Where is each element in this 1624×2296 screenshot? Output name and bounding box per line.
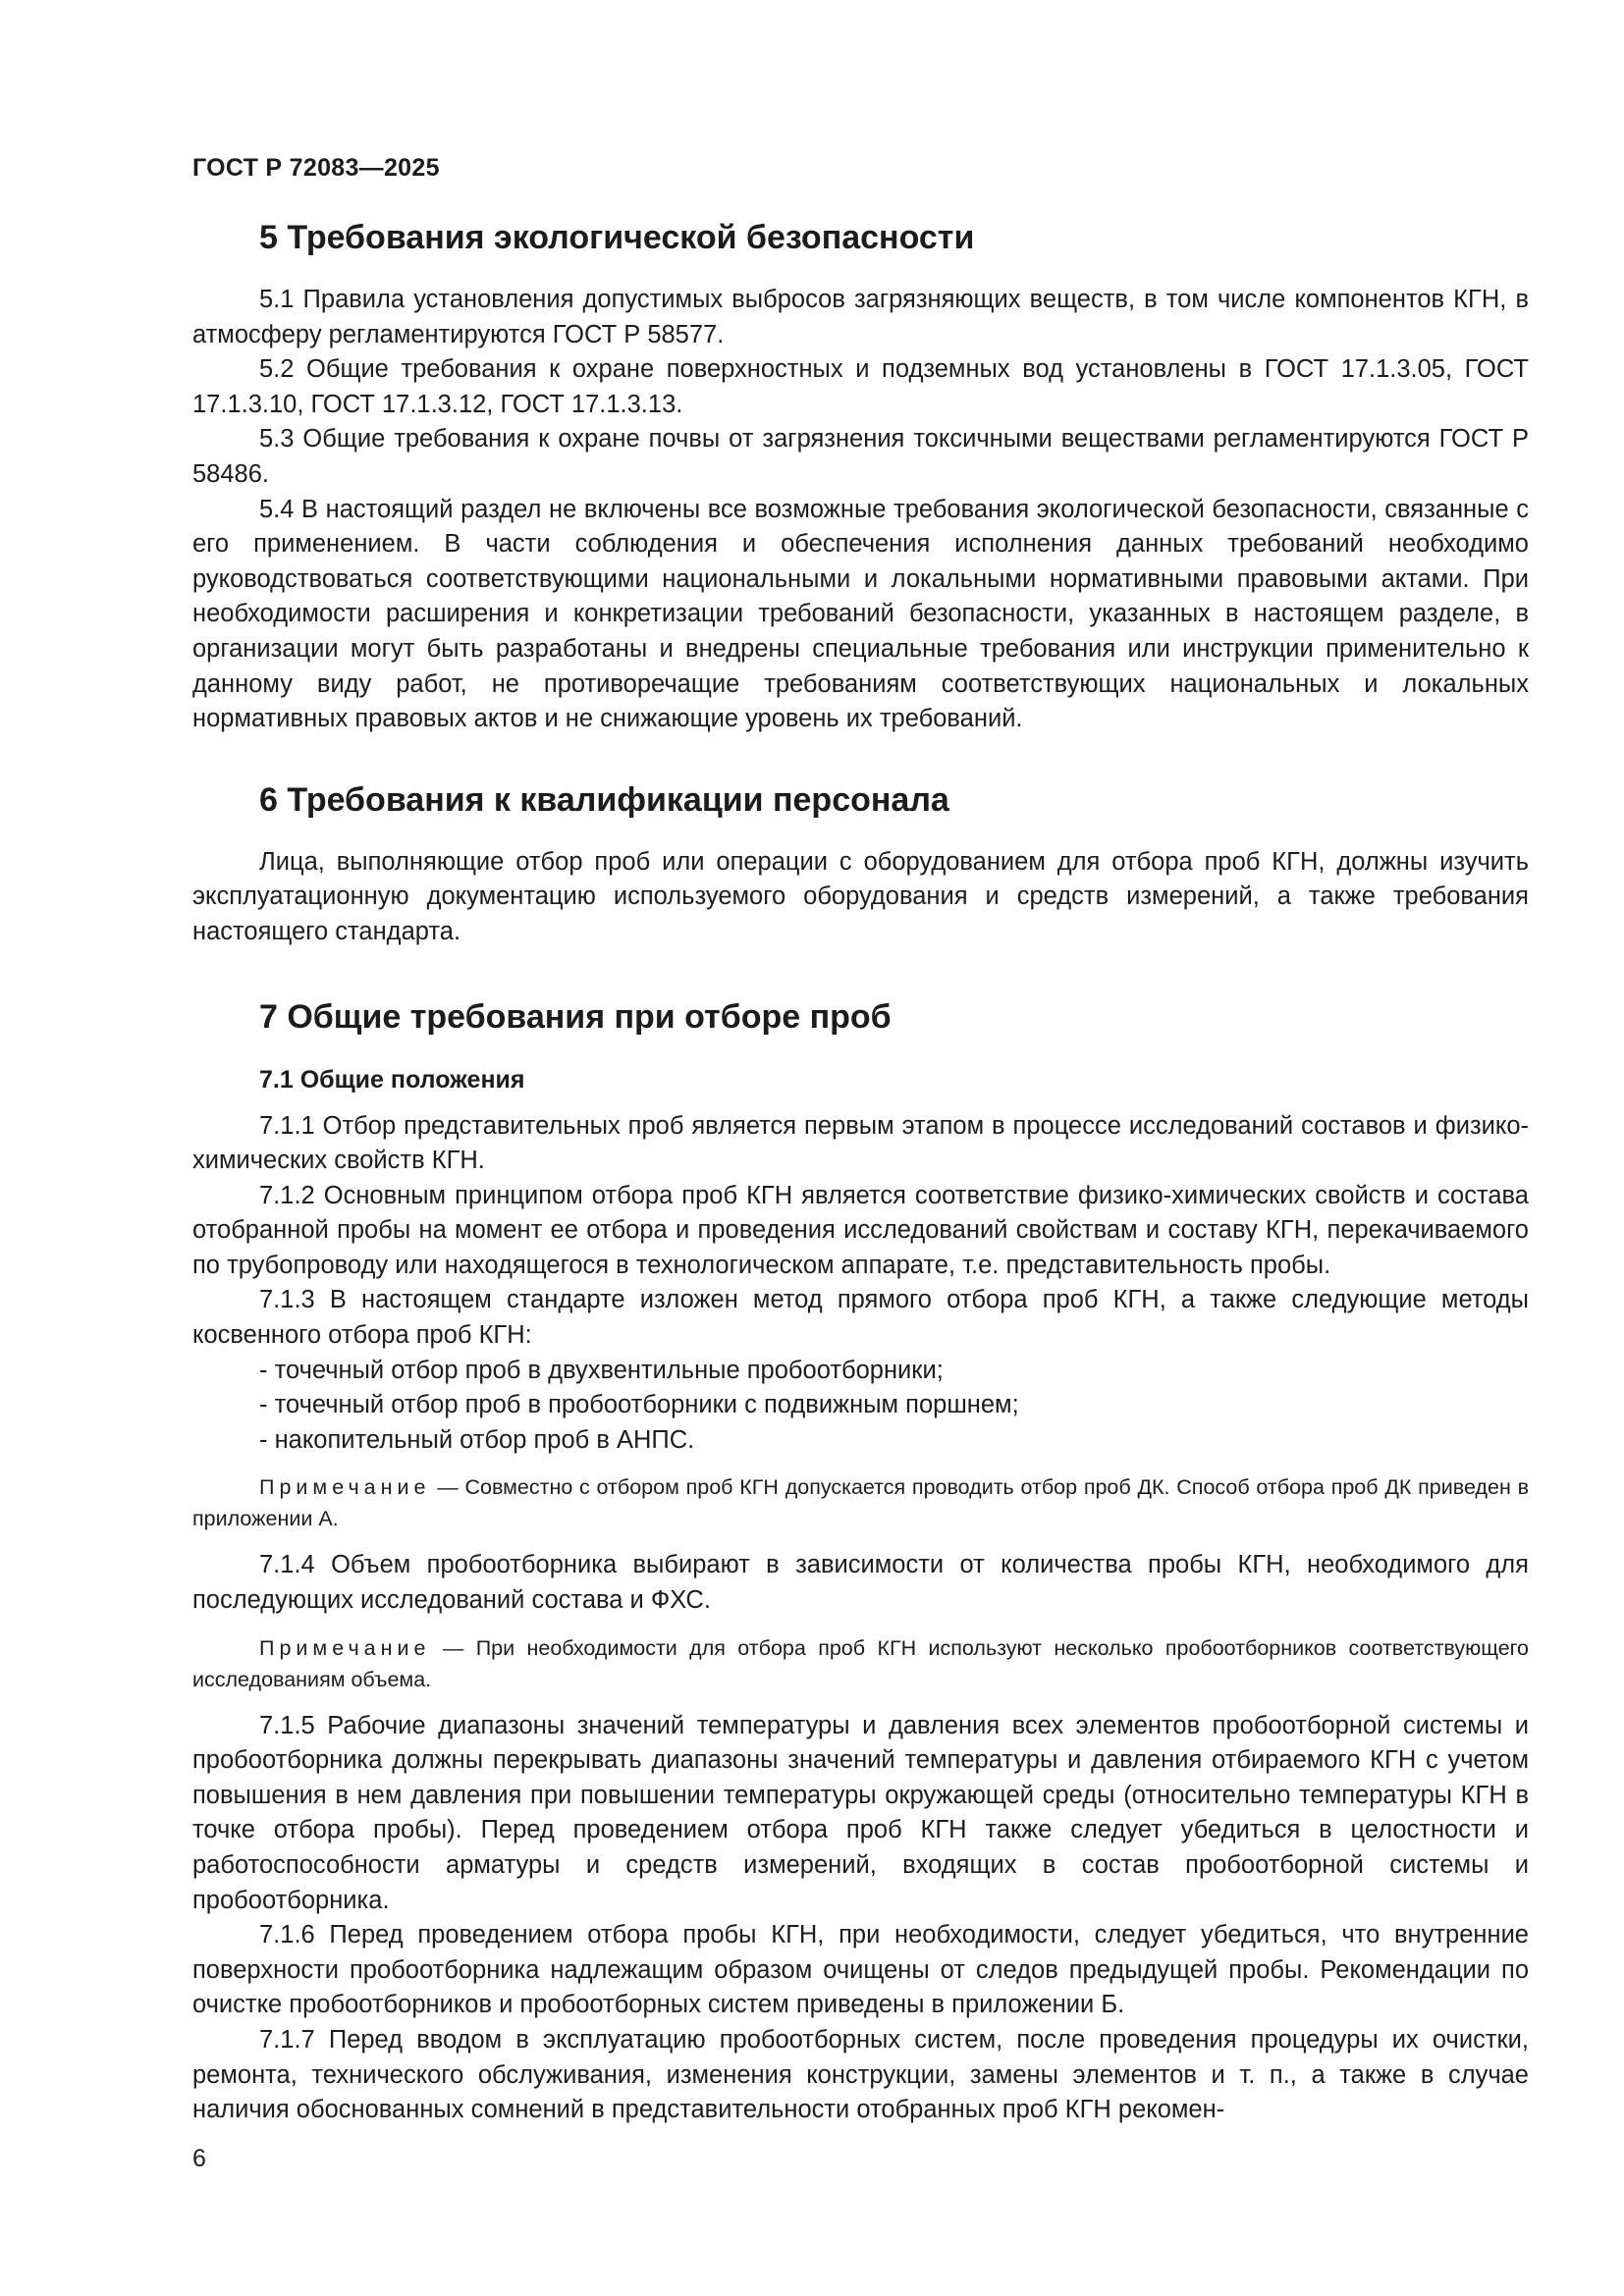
list-item: - точечный отбор проб в двухвентильные пробоотборники; <box>259 1356 944 1384</box>
note-1-text: — Совместно с отбором проб КГН допускается проводить отбор проб ДК. Способ отбора проб ДК приведен в приложении А. <box>192 1475 1529 1531</box>
paragraph-5-3: 5.3 Общие требования к охране почвы от загрязнения токсичными веществами регламентируются ГОСТ Р 58486. <box>192 425 1529 488</box>
section-6-title: 6 Требования к квалификации персонала <box>259 780 949 819</box>
paragraph-7-1-5: 7.1.5 Рабочие диапазоны значений температуры и давления всех элементов пробоотборной системы и пробоотборника должны перекрывать диапазоны значений температуры и давления отбираемого КГН с учетом повышения в нем давления при повышении температуры окружающей среды (относительно температуры КГН в точке отбора пробы). Перед проведением отбора проб КГН также следует убедиться в целостности и работоспособности арматуры и средств измерений, входящих в состав пробоотборной системы и пробоотборника. <box>192 1711 1529 1914</box>
note-2 <box>192 1632 1529 1695</box>
note-1 <box>192 1471 1529 1534</box>
note-1-label: Примечание <box>259 1475 431 1500</box>
paragraph-5-1: 5.1 Правила установления допустимых выбросов загрязняющих веществ, в том числе компонентов КГН, в атмосферу регламентируются ГОСТ Р 58577. <box>192 286 1529 348</box>
paragraph-7-1-2: 7.1.2 Основным принципом отбора проб КГН является соответствие физико-химических свойств и состава отобранной пробы на момент ее отбора и проведения исследований свойствам и составу КГН, перекачиваемого по трубопроводу или находящегося в технологическом аппарате, т.е. представительность пробы. <box>192 1181 1529 1279</box>
list-item: - накопительный отбор проб в АНПС. <box>259 1425 695 1454</box>
document-code: ГОСТ Р 72083—2025 <box>192 154 440 182</box>
paragraph-7-1-4: 7.1.4 Объем пробоотборника выбирают в зависимости от количества пробы КГН, необходимого для последующих исследований состава и ФХС. <box>192 1551 1529 1615</box>
section-6 <box>192 780 1529 950</box>
section-5-title: 5 Требования экологической безопасности <box>259 219 975 256</box>
list-item: - точечный отбор проб в пробоотборники с подвижным поршнем; <box>259 1391 1019 1419</box>
paragraph-7-1-1: 7.1.1 Отбор представительных проб является первым этапом в процессе исследований составов и физико-химических свойств КГН. <box>192 1111 1529 1175</box>
paragraph-7-1-3: 7.1.3 В настоящем стандарте изложен метод прямого отбора проб КГН, а также следующие методы косвенного отбора проб КГН: <box>192 1286 1529 1350</box>
paragraph-5-4: 5.4 В настоящий раздел не включены все возможные требования экологической безопасности, связанные с его применением. В части соблюдения и обеспечения исполнения данных требований необходимо руководствоваться соответствующими национальными и локальными нормативными правовыми актами. При необходимости расширения и конкретизации требований безопасности, указанных в настоящем разделе, в организации могут быть разработаны и внедрены специальные требования или инструкции применительно к данному виду работ, не противоречащие требованиям соответствующих национальных и локальных нормативных правовых актов и не снижающие уровень их требований. <box>192 495 1529 733</box>
section-7 <box>192 997 1529 2128</box>
paragraph-7-1-6: 7.1.6 Перед проведением отбора пробы КГН, при необходимости, следует убедиться, что внутренние поверхности пробоотборника надлежащим образом очищены от следов предыдущей пробы. Рекомендации по очистке пробоотборников и пробоотборных систем приведены в приложении Б. <box>192 1921 1529 2019</box>
subsection-7-1-title: 7.1 Общие положения <box>259 1065 525 1094</box>
paragraph-6: Лица, выполняющие отбор проб или операции с оборудованием для отбора проб КГН, должны изучить эксплуатационную документацию используемого оборудования и средств измерений, а также требования настоящего стандарта. <box>192 847 1529 945</box>
page-content <box>192 218 1529 2128</box>
note-2-text: — При необходимости для отбора проб КГН используют несколько пробоотборников соответствующего исследованиям объема. <box>192 1635 1529 1691</box>
section-5 <box>192 218 1529 737</box>
paragraph-5-2: 5.2 Общие требования к охране поверхностных и подземных вод установлены в ГОСТ 17.1.3.05, ГОСТ 17.1.3.10, ГОСТ 17.1.3.12, ГОСТ 17.1.3.13. <box>192 355 1529 418</box>
section-7-title: 7 Общие требования при отборе проб <box>259 997 892 1036</box>
paragraph-7-1-7: 7.1.7 Перед вводом в эксплуатацию пробоотборных систем, после проведения процедуры их очистки, ремонта, технического обслуживания, изменения конструкции, замены элементов и т. п., а также в случае наличия обоснованных сомнений в представительности отобранных проб КГН рекомен- <box>192 2025 1529 2124</box>
note-2-label: Примечание <box>259 1635 431 1660</box>
page-number: 6 <box>192 2145 206 2172</box>
